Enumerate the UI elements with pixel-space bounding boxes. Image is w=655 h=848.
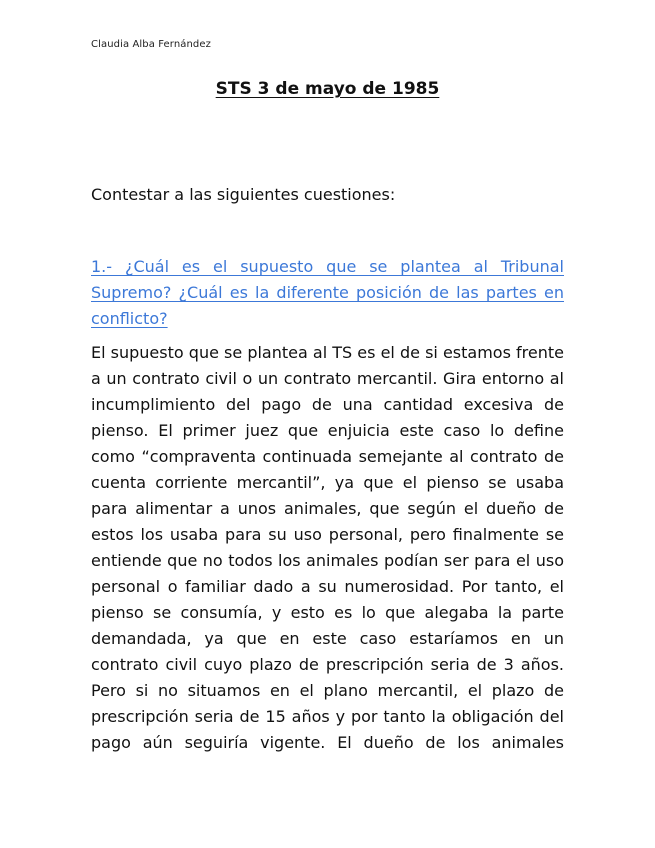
author-name: Claudia Alba Fernández — [91, 39, 211, 50]
answer-1: El supuesto que se plantea al TS es el de si estamos frente a un contrato civil o un contrato mercantil. Gira entorno al incumplimiento del pago de una cantidad excesiva de pienso. El primer juez que enjuicia este caso lo define como “compraventa continuada semejante al contrato de cuenta corriente mercantil”, ya que el pienso se usaba para alimentar a unos animales, que según el dueño de estos los usaba para su uso personal, pero finalmente se entiende que no todos los animales podían ser para el uso personal o familiar dado a su numerosidad. Por tanto, el pienso se consumía, y esto es lo que alegaba la parte demandada, ya que en este caso estaríamos en un contrato civil cuyo plazo de prescripción seria de 3 años. Pero si no situamos en el plano mercantil, el plazo de prescripción seria de 15 años y por tanto la obligación del pago aún seguiría vigente. El dueño de los animales — [91, 343, 564, 752]
instructions-text: Contestar a las siguientes cuestiones: — [91, 185, 396, 204]
question-1: 1.- ¿Cuál es el supuesto que se plantea al Tribunal Supremo? ¿Cuál es la diferente posición de las partes en conflicto? — [91, 257, 564, 328]
document-title: STS 3 de mayo de 1985 — [215, 79, 440, 99]
